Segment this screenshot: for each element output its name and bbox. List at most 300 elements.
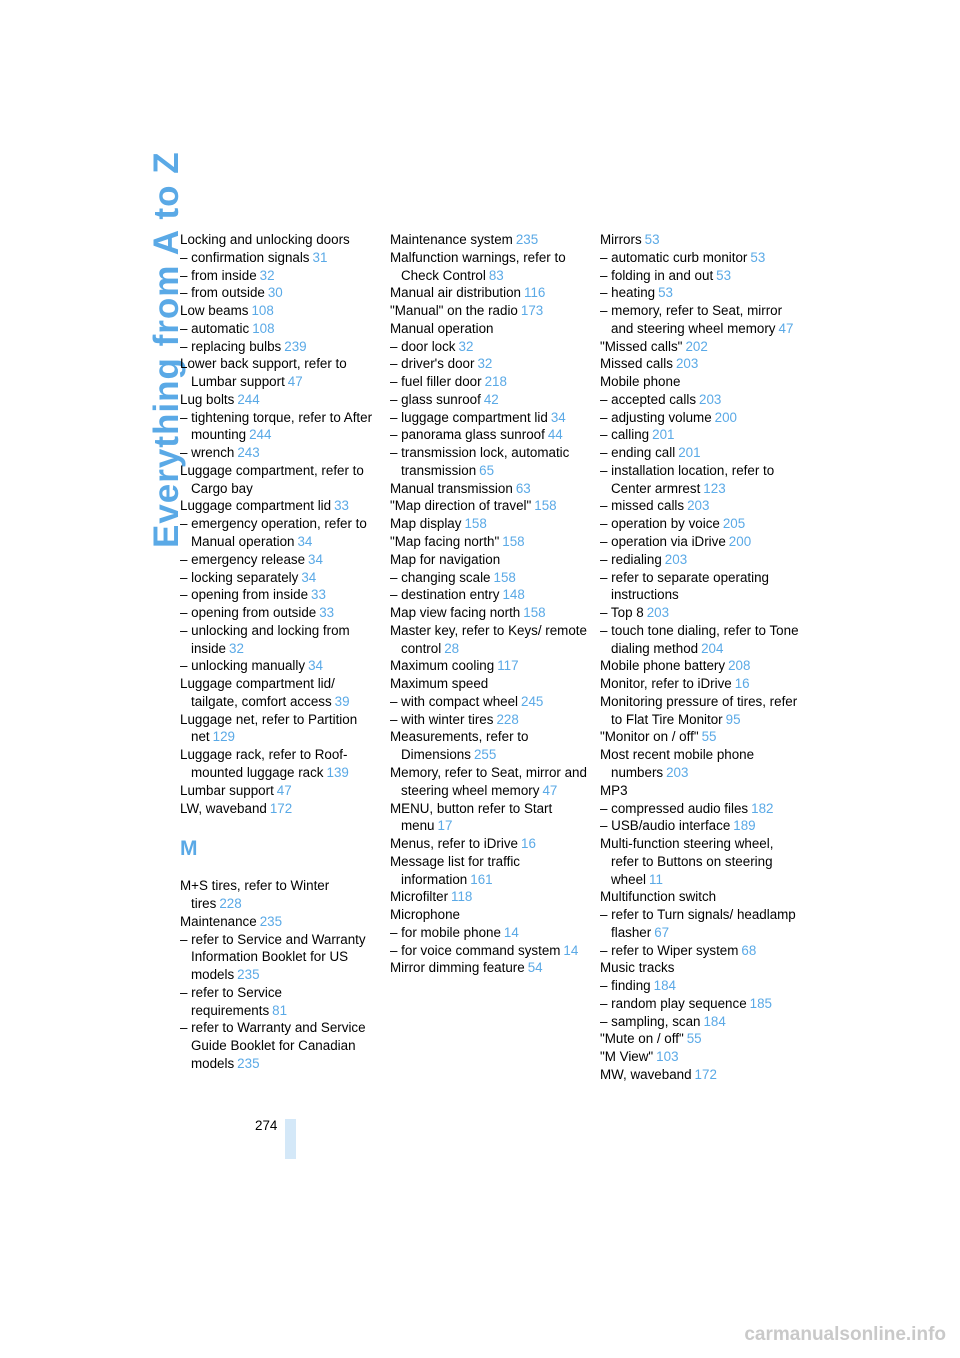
index-entry [600, 515, 800, 533]
page-reference-link[interactable]: 244 [249, 427, 272, 443]
index-entry-text: M+S tires, refer to Winter tires [180, 878, 330, 912]
page-reference-link[interactable]: 32 [458, 338, 474, 354]
page-reference-link[interactable]: 17 [437, 818, 453, 834]
index-entry [390, 942, 590, 960]
index-entry [180, 497, 380, 515]
index-entry-text: Low beams [180, 303, 249, 319]
index-entry-text: Message list for traffic information [390, 853, 520, 887]
index-entry [180, 444, 380, 462]
page-reference-link[interactable]: 200 [714, 409, 737, 425]
index-entry-text: Lumbar support [180, 782, 274, 798]
index-entry [390, 409, 590, 427]
page-reference-link[interactable]: 123 [703, 480, 726, 496]
index-entry [390, 373, 590, 391]
index-entry-text: Mobile phone [600, 374, 681, 390]
index-entry-text: Mirrors [600, 232, 642, 247]
index-entry [180, 409, 380, 445]
page-reference-link[interactable]: 158 [493, 569, 516, 585]
index-entry-text: – changing scale [390, 569, 491, 585]
index-entry [390, 515, 590, 533]
index-entry [600, 817, 800, 835]
index-entry-text: Locking and unlocking doors [180, 232, 350, 247]
index-entry [180, 515, 380, 551]
index-entry-text: Missed calls [600, 356, 673, 372]
page-reference-link[interactable]: 228 [219, 896, 242, 912]
index-entry-text: Music tracks [600, 960, 675, 976]
index-entry [180, 877, 380, 913]
index-entry-text: – emergency operation, refer to Manual operation [180, 516, 367, 550]
index-entry [180, 1019, 380, 1072]
index-entry [600, 977, 800, 995]
index-entry [180, 675, 380, 711]
index-entry [390, 835, 590, 853]
index-entry-text: – replacing bulbs [180, 338, 282, 354]
index-entry [390, 569, 590, 587]
page-reference-link[interactable]: 200 [728, 534, 752, 550]
page-reference-link[interactable]: 139 [326, 764, 349, 780]
index-entry [390, 302, 590, 320]
page-reference-link[interactable]: 118 [451, 889, 473, 905]
index-entry-text: – with compact wheel [390, 693, 519, 709]
index-entry-text: "Manual" on the radio [390, 303, 518, 319]
index-entry [600, 462, 800, 498]
index-entry-text: – folding in and out [600, 267, 714, 283]
index-entry-text: Luggage compartment lid [180, 498, 332, 514]
index-entry [600, 444, 800, 462]
index-entry-text: – emergency release [180, 551, 306, 567]
index-entry [600, 551, 800, 569]
index-entry [390, 444, 590, 480]
index-entry [180, 284, 380, 302]
page-reference-link[interactable]: 39 [334, 693, 350, 709]
index-entry [600, 267, 800, 285]
index-entry [390, 604, 590, 622]
index-entry [390, 853, 590, 889]
index-entry-text: "Map direction of travel" [390, 498, 532, 514]
index-entry-text: Microfilter [390, 889, 449, 905]
page-reference-link[interactable]: 182 [751, 800, 774, 816]
index-entry-text: Luggage rack, refer to Roof-mounted luggage rack [180, 747, 348, 780]
index-entry-text: – from inside [180, 267, 257, 283]
index-entry-text: Measurements, refer to Dimensions [390, 729, 529, 763]
index-entry [600, 604, 800, 622]
index-entry [600, 355, 800, 373]
index-entry [600, 622, 800, 658]
page-reference-link[interactable]: 201 [678, 445, 701, 461]
index-entry-text: Mirror dimming feature [390, 960, 525, 976]
index-entry [390, 959, 590, 977]
index-entry-text: – automatic curb monitor [600, 249, 748, 265]
page-number: 274 [255, 1118, 278, 1133]
index-entry [180, 320, 380, 338]
page-reference-link[interactable]: 34 [297, 534, 313, 550]
index-entry [180, 984, 380, 1020]
index-entry [600, 657, 800, 675]
page-reference-link[interactable]: 202 [685, 338, 708, 354]
watermark: carmanualsonline.info [744, 1324, 946, 1345]
index-entry [600, 942, 800, 960]
index-entry-text: – confirmation signals [180, 249, 310, 265]
index-entry-text: Microphone [390, 907, 460, 923]
index-entry-text: – accepted calls [600, 391, 697, 407]
index-column-2 [390, 231, 590, 977]
index-entry-text: MENU, button refer to Start menu [390, 800, 553, 834]
index-entry [600, 728, 800, 746]
index-entry [600, 835, 800, 888]
index-entry-text: – from outside [180, 285, 265, 301]
index-entry [180, 302, 380, 320]
index-entry [600, 533, 800, 551]
index-entry-text: Manual air distribution [390, 285, 521, 301]
index-entry-text: – luggage compartment lid [390, 409, 548, 425]
page-reference-link[interactable]: 65 [479, 462, 495, 478]
page-reference-link[interactable]: 33 [334, 498, 350, 514]
index-entry [390, 675, 590, 693]
index-entry [600, 426, 800, 444]
page-reference-link[interactable]: 203 [687, 498, 710, 514]
page-reference-link[interactable]: 55 [701, 729, 717, 745]
page-reference-link[interactable]: 34 [308, 551, 323, 567]
index-entry [390, 249, 590, 285]
page-reference-link[interactable]: 14 [563, 942, 579, 958]
index-entry [180, 249, 380, 267]
index-entry [600, 800, 800, 818]
page-reference-link[interactable]: 108 [252, 320, 275, 336]
index-entry-text: Luggage net, refer to Partition net [180, 711, 358, 745]
index-entry [390, 906, 590, 924]
index-entry-text: Maintenance [180, 913, 257, 929]
index-entry [180, 931, 380, 984]
page-reference-link[interactable]: 203 [675, 356, 699, 372]
index-entry [390, 693, 590, 711]
page-reference-link[interactable]: 172 [269, 800, 293, 816]
page-reference-link[interactable]: 205 [722, 516, 746, 532]
index-entry [390, 533, 590, 551]
index-entry [180, 569, 380, 587]
index-entry-text: Luggage compartment, refer to Cargo bay [180, 462, 364, 496]
page-reference-link[interactable]: 158 [523, 605, 546, 621]
index-entry-text: Malfunction warnings, refer to Check Control [390, 249, 566, 283]
index-entry [390, 497, 590, 515]
index-entry-text: – adjusting volume [600, 409, 712, 425]
page-reference-link[interactable]: 11 [649, 871, 663, 887]
index-entry-text: – fuel filler door [390, 374, 482, 390]
index-entry-text: Lower back support, refer to Lumbar support [180, 356, 347, 390]
index-column-3 [600, 231, 800, 1084]
index-entry-text: – unlocking manually [180, 658, 306, 674]
index-entry-text: – refer to Warranty and Service Guide Booklet for Canadian models [180, 1020, 366, 1071]
index-entry [600, 995, 800, 1013]
index-entry-text: – operation via iDrive [600, 534, 726, 550]
index-entry [180, 338, 380, 356]
index-entry [600, 693, 800, 729]
page-reference-link[interactable]: 158 [534, 498, 557, 514]
page-reference-link[interactable]: 161 [470, 871, 493, 887]
index-entry [600, 409, 800, 427]
index-entry [180, 657, 380, 675]
index-entry-text: Maintenance system [390, 232, 513, 247]
index-entry-text: "Missed calls" [600, 338, 683, 354]
page-reference-link[interactable]: 14 [503, 924, 519, 940]
page-reference-link[interactable]: 34 [308, 658, 323, 674]
index-entry [600, 497, 800, 515]
index-entry-text: – panorama glass sunroof [390, 427, 545, 443]
page-reference-link[interactable]: 208 [728, 658, 751, 674]
page-reference-link[interactable]: 158 [502, 534, 525, 550]
index-entry-text: – destination entry [390, 587, 500, 603]
page-reference-link[interactable]: 129 [212, 729, 235, 745]
page-reference-link[interactable]: 44 [547, 427, 563, 443]
index-entry-text: Memory, refer to Seat, mirror and steering wheel memory [390, 764, 587, 798]
index-entry-text: Lug bolts [180, 391, 235, 407]
page-reference-link[interactable]: 32 [259, 267, 275, 283]
index-entry-text: Map display [390, 516, 462, 532]
index-entry-text: – transmission lock, automatic transmission [390, 445, 570, 478]
index-entry [600, 1030, 800, 1048]
page-reference-link[interactable]: 47 [542, 782, 558, 798]
index-entry-text: – random play sequence [600, 995, 747, 1011]
index-entry [600, 1048, 800, 1066]
page-reference-link[interactable]: 117 [497, 658, 519, 674]
index-entry-text: – tightening torque, refer to After mounting [180, 409, 373, 443]
page-reference-link[interactable]: 95 [725, 711, 741, 727]
index-entry-text: – refer to separate operating instructions [600, 569, 769, 603]
index-entry-text: Multi-function steering wheel, refer to Buttons on steering wheel [600, 836, 774, 887]
index-entry-text: Most recent mobile phone numbers [600, 747, 755, 780]
page-reference-link[interactable]: 235 [237, 1055, 260, 1071]
index-entry [180, 622, 380, 658]
index-entry [600, 1013, 800, 1031]
index-entry-text: – refer to Service and Warranty Information Booklet for US models [180, 931, 366, 983]
page-reference-link[interactable]: 83 [488, 267, 504, 283]
index-entry-text: – for voice command system [390, 942, 561, 958]
index-entry [180, 551, 380, 569]
index-entry [180, 711, 380, 747]
page-reference-link[interactable]: 30 [267, 285, 283, 301]
page-reference-link[interactable]: 42 [483, 391, 499, 407]
page-reference-link[interactable]: 203 [699, 391, 722, 407]
index-entry [600, 231, 800, 249]
index-entry [600, 675, 800, 693]
index-entry [600, 569, 800, 605]
section-side-title: Everything from A to Z [147, 151, 186, 548]
index-entry [600, 888, 800, 906]
index-entry [180, 586, 380, 604]
page-reference-link[interactable]: 173 [520, 303, 544, 319]
index-entry [390, 888, 590, 906]
index-entry-text: Multifunction switch [600, 889, 717, 905]
index-entry-text: – driver's door [390, 356, 475, 372]
index-entry-text: MW, waveband [600, 1066, 692, 1082]
index-entry [180, 604, 380, 622]
page-reference-link[interactable]: 203 [646, 605, 670, 621]
index-entry [390, 586, 590, 604]
page-reference-link[interactable]: 67 [654, 924, 670, 940]
index-entry [390, 711, 590, 729]
index-entry-text: – Top 8 [600, 605, 644, 621]
page-reference-link[interactable]: 218 [484, 374, 507, 390]
index-entry [390, 231, 590, 249]
index-entry-text: – opening from outside [180, 605, 317, 621]
index-entry-text: – ending call [600, 445, 676, 461]
index-entry-text: – touch tone dialing, refer to Tone dialing method [600, 622, 799, 656]
page-reference-link[interactable]: 16 [734, 676, 750, 692]
page-reference-link[interactable]: 245 [521, 693, 544, 709]
index-entry-text: – sampling, scan [600, 1013, 701, 1029]
page-reference-link[interactable]: 47 [276, 782, 292, 798]
index-entry [390, 355, 590, 373]
index-entry-text: – automatic [180, 320, 250, 336]
page-reference-link[interactable]: 103 [656, 1049, 679, 1065]
index-entry-text: Monitoring pressure of tires, refer to Flat Tire Monitor [600, 693, 798, 727]
page-reference-link[interactable]: 235 [515, 232, 539, 247]
index-entry-text: – calling [600, 427, 650, 443]
index-entry-text: – for mobile phone [390, 924, 501, 940]
index-entry [180, 231, 380, 249]
index-entry-text: Manual transmission [390, 480, 513, 496]
index-entry [600, 906, 800, 942]
index-entry [600, 1066, 800, 1084]
index-entry [180, 267, 380, 285]
page-reference-link[interactable]: 204 [701, 640, 724, 656]
page-reference-link[interactable]: 203 [664, 551, 688, 567]
index-entry [390, 764, 590, 800]
page-reference-link[interactable]: 31 [312, 249, 328, 265]
page-reference-link[interactable]: 28 [444, 640, 460, 656]
page-reference-link[interactable]: 148 [502, 587, 525, 603]
page-reference-link[interactable]: 184 [653, 978, 676, 994]
index-entry [600, 284, 800, 302]
index-entry [390, 924, 590, 942]
page-reference-link[interactable]: 235 [259, 913, 283, 929]
page-reference-link[interactable]: 33 [311, 587, 326, 603]
page-reference-link[interactable]: 33 [319, 605, 335, 621]
index-entry [600, 373, 800, 391]
page-reference-link[interactable]: 34 [550, 409, 566, 425]
index-entry [180, 391, 380, 409]
index-entry [600, 391, 800, 409]
index-entry-text: – finding [600, 978, 651, 994]
section-letter-heading: M [180, 837, 198, 861]
page-reference-link[interactable]: 244 [237, 391, 260, 407]
page-reference-link[interactable]: 228 [496, 711, 519, 727]
index-entry-text: – compressed audio files [600, 800, 749, 816]
page-reference-link[interactable]: 63 [515, 480, 531, 496]
index-entry-text: Luggage compartment lid/ tailgate, comfort access [180, 676, 335, 709]
index-entry-text: "Monitor on / off" [600, 729, 699, 745]
index-entry-text: – redialing [600, 551, 662, 567]
page-reference-link[interactable]: 54 [527, 960, 543, 976]
page-reference-link[interactable]: 53 [716, 267, 732, 283]
index-entry-text: – glass sunroof [390, 391, 481, 407]
index-entry-text: "M View" [600, 1049, 654, 1065]
index-entry [390, 551, 590, 569]
index-entry [180, 746, 380, 782]
index-entry [180, 355, 380, 391]
page-reference-link[interactable]: 116 [524, 285, 546, 301]
index-entry-text: – door lock [390, 338, 456, 354]
index-entry-text: "Map facing north" [390, 534, 500, 550]
page-reference-link[interactable]: 172 [694, 1066, 717, 1082]
index-entry-text: – locking separately [180, 569, 299, 585]
index-entry-text: – refer to Service requirements [180, 984, 282, 1018]
index-entry-text: Master key, refer to Keys/ remote control [390, 622, 587, 656]
index-entry [180, 782, 380, 800]
index-entry [390, 320, 590, 338]
index-entry [180, 800, 380, 818]
index-entry [600, 338, 800, 356]
page-reference-link[interactable]: 32 [229, 640, 244, 656]
index-entry [180, 913, 380, 931]
page-reference-link[interactable]: 203 [666, 764, 689, 780]
page-reference-link[interactable]: 81 [272, 1002, 288, 1018]
page-reference-link[interactable]: 53 [644, 232, 660, 247]
page-reference-link[interactable]: 47 [287, 374, 303, 390]
index-entry [390, 657, 590, 675]
page-reference-link[interactable]: 185 [749, 995, 772, 1011]
index-entry-text: Map view facing north [390, 605, 521, 621]
index-entry-text: – unlocking and locking from inside [180, 622, 350, 656]
page-reference-link[interactable]: 47 [778, 320, 794, 336]
page-reference-link[interactable]: 16 [521, 836, 536, 852]
index-entry-text: – missed calls [600, 498, 685, 514]
page-reference-link[interactable]: 201 [652, 427, 675, 443]
index-entry-text: Monitor, refer to iDrive [600, 676, 732, 692]
index-entry [180, 462, 380, 498]
page-reference-link[interactable]: 243 [237, 445, 260, 461]
page-reference-link[interactable]: 34 [301, 569, 317, 585]
page-reference-link[interactable]: 53 [750, 249, 766, 265]
page-reference-link[interactable]: 235 [237, 967, 260, 983]
index-entry-text: – operation by voice [600, 516, 720, 532]
index-entry [390, 391, 590, 409]
index-entry [390, 426, 590, 444]
index-entry-text: – refer to Turn signals/ headlamp flasher [600, 907, 796, 940]
page-number-bar [285, 1119, 296, 1159]
page-reference-link[interactable]: 108 [251, 303, 274, 319]
index-entry-text: Manual operation [390, 320, 494, 336]
index-entry-text: LW, waveband [180, 800, 267, 816]
page-reference-link[interactable]: 184 [703, 1013, 726, 1029]
index-entry-text: – heating [600, 285, 656, 301]
index-entry-text: – with winter tires [390, 711, 494, 727]
index-entry-text: – installation location, refer to Center armrest [600, 462, 775, 496]
page-reference-link[interactable]: 239 [284, 338, 307, 354]
page-reference-link[interactable]: 158 [464, 516, 487, 532]
index-entry [600, 746, 800, 782]
index-entry-text: "Mute on / off" [600, 1031, 684, 1047]
index-entry [390, 284, 590, 302]
index-entry-text: – wrench [180, 445, 235, 461]
page-reference-link[interactable]: 189 [733, 818, 756, 834]
page-reference-link[interactable]: 255 [473, 747, 497, 763]
page-reference-link[interactable]: 32 [477, 356, 493, 372]
index-entry-text: – memory, refer to Seat, mirror and steering wheel memory [600, 303, 783, 336]
page-reference-link[interactable]: 55 [686, 1031, 702, 1047]
page-reference-link[interactable]: 53 [658, 285, 674, 301]
index-entry-text: – refer to Wiper system [600, 942, 739, 958]
index-entry-text: MP3 [600, 782, 628, 798]
index-entry [390, 622, 590, 658]
index-entry [390, 480, 590, 498]
index-entry [600, 249, 800, 267]
page-reference-link[interactable]: 68 [741, 942, 757, 958]
index-entry-text: – opening from inside [180, 587, 309, 603]
index-entry-text: Mobile phone battery [600, 658, 726, 674]
index-column-1 [180, 231, 380, 1073]
index-entry-text: Map for navigation [390, 551, 501, 567]
index-entry-text: Maximum speed [390, 676, 489, 692]
